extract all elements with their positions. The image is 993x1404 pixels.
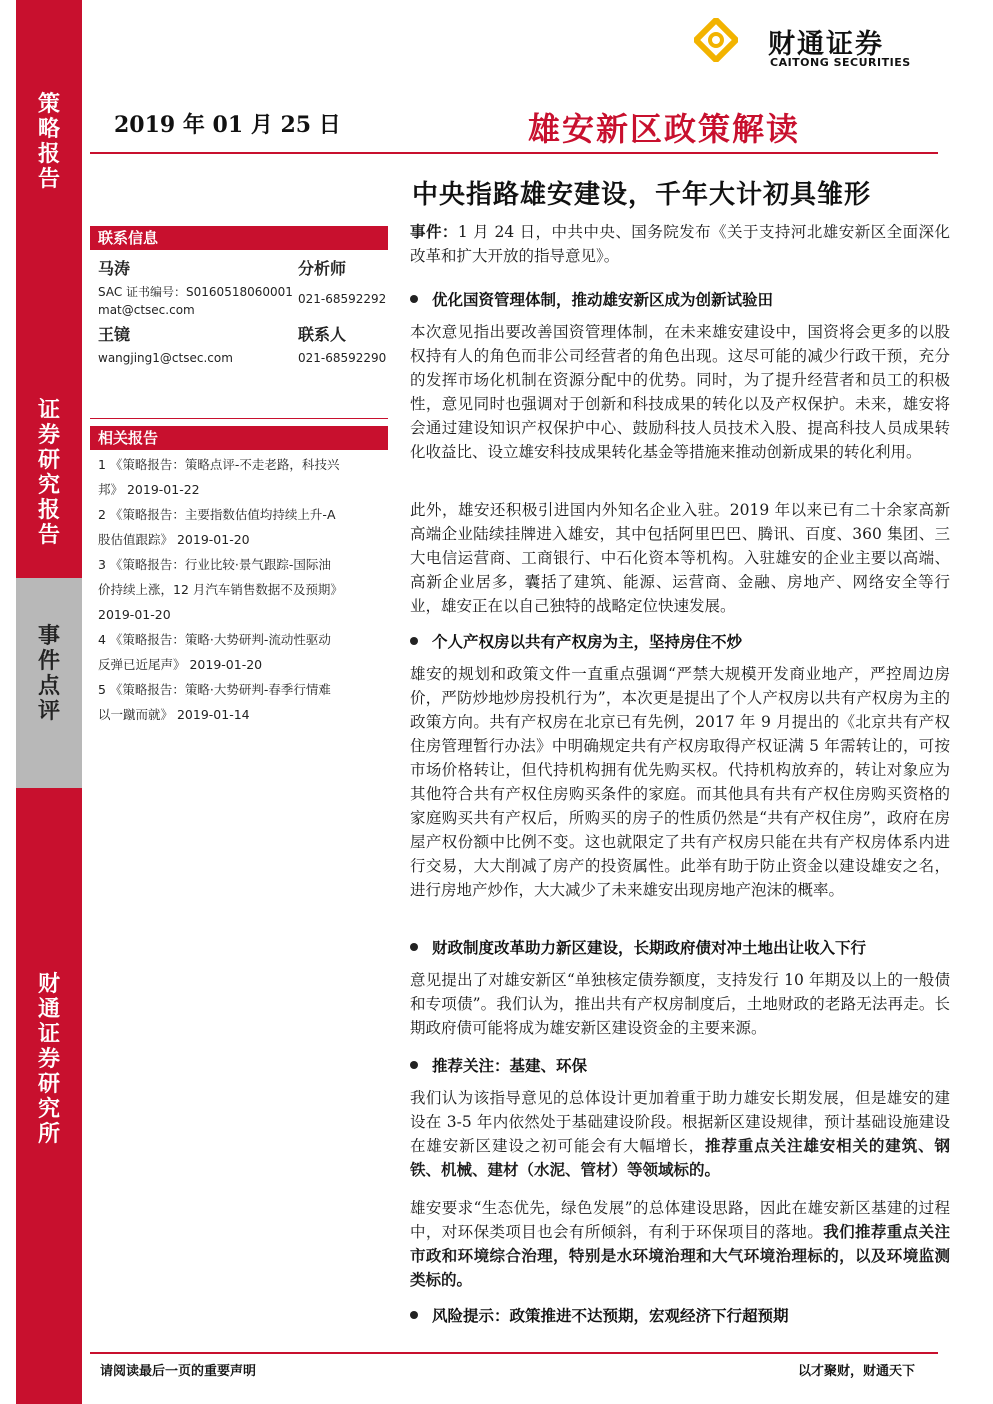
section-heading — [410, 288, 950, 310]
caitong-logo-icon — [694, 18, 738, 62]
banner-text: 事件点评 — [37, 624, 60, 724]
page-title: 中央指路雄安建设，千年大计初具雏形 — [412, 180, 872, 210]
body-paragraph: 意见提出了对雄安新区“单独核定债券额度，支持发行 10 年期及以上的一般债和专项债”。我们认为，推出共有产权房制度后，土地财政的老路无法再走。长期政府债可能将成为雄安新区建设资金的主要来源。 — [410, 971, 950, 1037]
vertical-banner — [16, 0, 82, 1404]
banner-label-event — [16, 624, 82, 724]
paragraph-text: 我们认为该指导意见的总体设计更加着重于助力雄安长期发展，但是雄安的建设在 3-5 年内依然处于基础建设阶段。根据新区建设规律，预计基础设施建设在雄安新区建设之初可能会有大幅增长， — [410, 1089, 950, 1155]
bullet-icon — [410, 943, 418, 951]
contact-email[interactable]: wangjing1@ctsec.com — [98, 351, 233, 365]
contact-phone: 021-68592290 — [298, 351, 387, 365]
related-report-line: 邦》 2019-01-22 — [98, 482, 200, 497]
section-title: 个人产权房以共有产权房为主，坚持房住不炒 — [432, 632, 743, 651]
contact-heading: 联系信息 — [90, 226, 388, 250]
related-report-line[interactable]: 2 《策略报告：主要指数估值均持续上升-A — [98, 507, 336, 522]
analyst-email[interactable]: mat@ctsec.com — [98, 303, 195, 317]
risk-text: 风险提示：政策推进不达预期，宏观经济下行超预期 — [432, 1306, 789, 1325]
event-text: 1 月 24 日，中共中央、国务院发布《关于支持河北雄安新区全面深化改革和扩大开放的指导意见》。 — [410, 223, 950, 265]
report-date: 2019 年 01 月 25 日 — [114, 112, 341, 138]
analyst-phone: 021-68592292 — [298, 292, 387, 306]
footer-divider — [90, 1352, 938, 1354]
related-report-line: 2019-01-20 — [98, 607, 171, 622]
related-heading: 相关报告 — [90, 426, 388, 450]
body-paragraph: 雄安的规划和政策文件一直重点强调“严禁大规模开发商业地产，严控周边房价，严防炒地炒房投机行为”，本次更是提出了个人产权房以共有产权房为主的政策方向。共有产权房在北京已有先例，2017 年 9 月提出的《北京共有产权住房管理暂行办法》中明确规定共有产权房取得产权证满 5 年需转让的，可按市场价格转让，但代持机构拥有优先购买权。代持机构放弃的，转让对象应为其他符合共有产权住房购买条件的家庭。而其他具有共有产权住房购买资格的家庭购买共有产权后，所购买的房子的性质仍然是“共有产权住房”，政府在房屋产权份额中比例不变。这也就限定了共有产权房只能在共有产权房体系内进行交易，大大削减了房产的投资属性。此举有助于防止资金以建设雄安之名，进行房地产炒作，大大减少了未来雄安出现房地产泡沫的概率。 — [410, 665, 950, 899]
section-title: 财政制度改革助力新区建设，长期政府债对冲土地出让收入下行 — [432, 938, 867, 957]
body-paragraph — [410, 1086, 950, 1182]
banner-label-strategy — [16, 92, 82, 192]
paragraph-text: 雄安要求“生态优先，绿色发展”的总体建设思路，因此在雄安新区基建的过程中，对环保类项目也会有所倾斜，有利于环保项目的落地。 — [410, 1199, 950, 1241]
related-report-line[interactable]: 3 《策略报告：行业比较·景气跟踪-国际油 — [98, 557, 331, 572]
related-report-line: 反弹已近尾声》 2019-01-20 — [98, 657, 263, 672]
analyst-cert: SAC 证书编号：S0160518060001 — [98, 285, 293, 299]
banner-label-institute — [16, 972, 82, 1147]
analyst-name: 马涛 — [98, 259, 131, 278]
bullet-icon — [410, 295, 418, 303]
related-report-line[interactable]: 4 《策略报告：策略·大势研判-流动性驱动 — [98, 632, 331, 647]
bullet-icon — [410, 1311, 418, 1319]
footer-slogan: 以才聚财，财通天下 — [798, 1364, 916, 1379]
paragraph-emphasis: 我们推荐重点关注市政和环境综合治理，特别是水环境治理和大气环境治理标的，以及环境监测类标的。 — [410, 1222, 950, 1289]
event-label: 事件： — [410, 222, 458, 241]
paragraph-emphasis: 推荐重点关注雄安相关的建筑、钢铁、机械、建材（水泥、管材）等领域标的。 — [410, 1136, 950, 1179]
related-report-line: 价持续上涨，12 月汽车销售数据不及预期》 — [98, 582, 343, 597]
logo-chinese-name: 财通证券 — [768, 29, 884, 60]
related-report-line[interactable]: 5 《策略报告：策略·大势研判-春季行情难 — [98, 682, 331, 697]
section-heading — [410, 630, 950, 652]
footer-disclaimer[interactable]: 请阅读最后一页的重要声明 — [100, 1364, 257, 1379]
body-paragraph: 此外，雄安还积极引进国内外知名企业入驻。2019 年以来已有二十余家高新高端企业陆续挂牌进入雄安，其中包括阿里巴巴、腾讯、百度、360 集团、三大电信运营商、工商银行、中石化资本等机构。入驻雄安的企业主要以高端、高新企业居多，囊括了建筑、能源、运营商、金融、房地产、网络安全等行业，雄安正在以自己独特的战略定位快速发展。 — [410, 501, 950, 615]
contact-name: 王镜 — [98, 325, 131, 344]
banner-text: 策略报告 — [37, 92, 60, 192]
risk-heading — [410, 1304, 950, 1326]
related-report-list — [98, 452, 388, 727]
related-report-line[interactable]: 1 《策略报告：策略点评-不走老路，科技兴 — [98, 457, 340, 472]
banner-label-research — [16, 398, 82, 548]
related-report-line: 股估值跟踪》 2019-01-20 — [98, 532, 250, 547]
report-type: 雄安新区政策解读 — [528, 110, 801, 148]
body-paragraph — [410, 1196, 950, 1292]
contact-divider — [90, 418, 388, 419]
section-title: 优化国资管理体制，推动雄安新区成为创新试验田 — [432, 290, 774, 309]
header-divider — [90, 152, 938, 154]
logo-english-name: CAITONG SECURITIES — [770, 56, 911, 69]
event-paragraph — [410, 220, 950, 268]
section-title: 推荐关注：基建、环保 — [432, 1056, 588, 1075]
bullet-icon — [410, 1061, 418, 1069]
section-heading — [410, 1054, 950, 1076]
related-report-line: 以一蹴而就》 2019-01-14 — [98, 707, 250, 722]
banner-text: 财通证券研究所 — [37, 972, 60, 1147]
contact-role: 联系人 — [298, 325, 347, 344]
analyst-role: 分析师 — [298, 259, 347, 278]
bullet-icon — [410, 637, 418, 645]
body-paragraph: 本次意见指出要改善国资管理体制，在未来雄安建设中，国资将会更多的以股权持有人的角色而非公司经营者的角色出现。这尽可能的减少行政干预，充分的发挥市场化机制在资源分配中的优势。同时，为了提升经营者和员工的积极性，意见同时也强调对于创新和科技成果的转化以及产权保护。未来，雄安将会通过建设知识产权保护中心、鼓励科技人员技术入股、提高科技人员成果转化收益比、设立雄安科技成果转化基金等措施来推动创新成果的转化利用。 — [410, 323, 950, 461]
banner-text: 证券研究报告 — [37, 398, 60, 548]
section-heading — [410, 936, 950, 958]
